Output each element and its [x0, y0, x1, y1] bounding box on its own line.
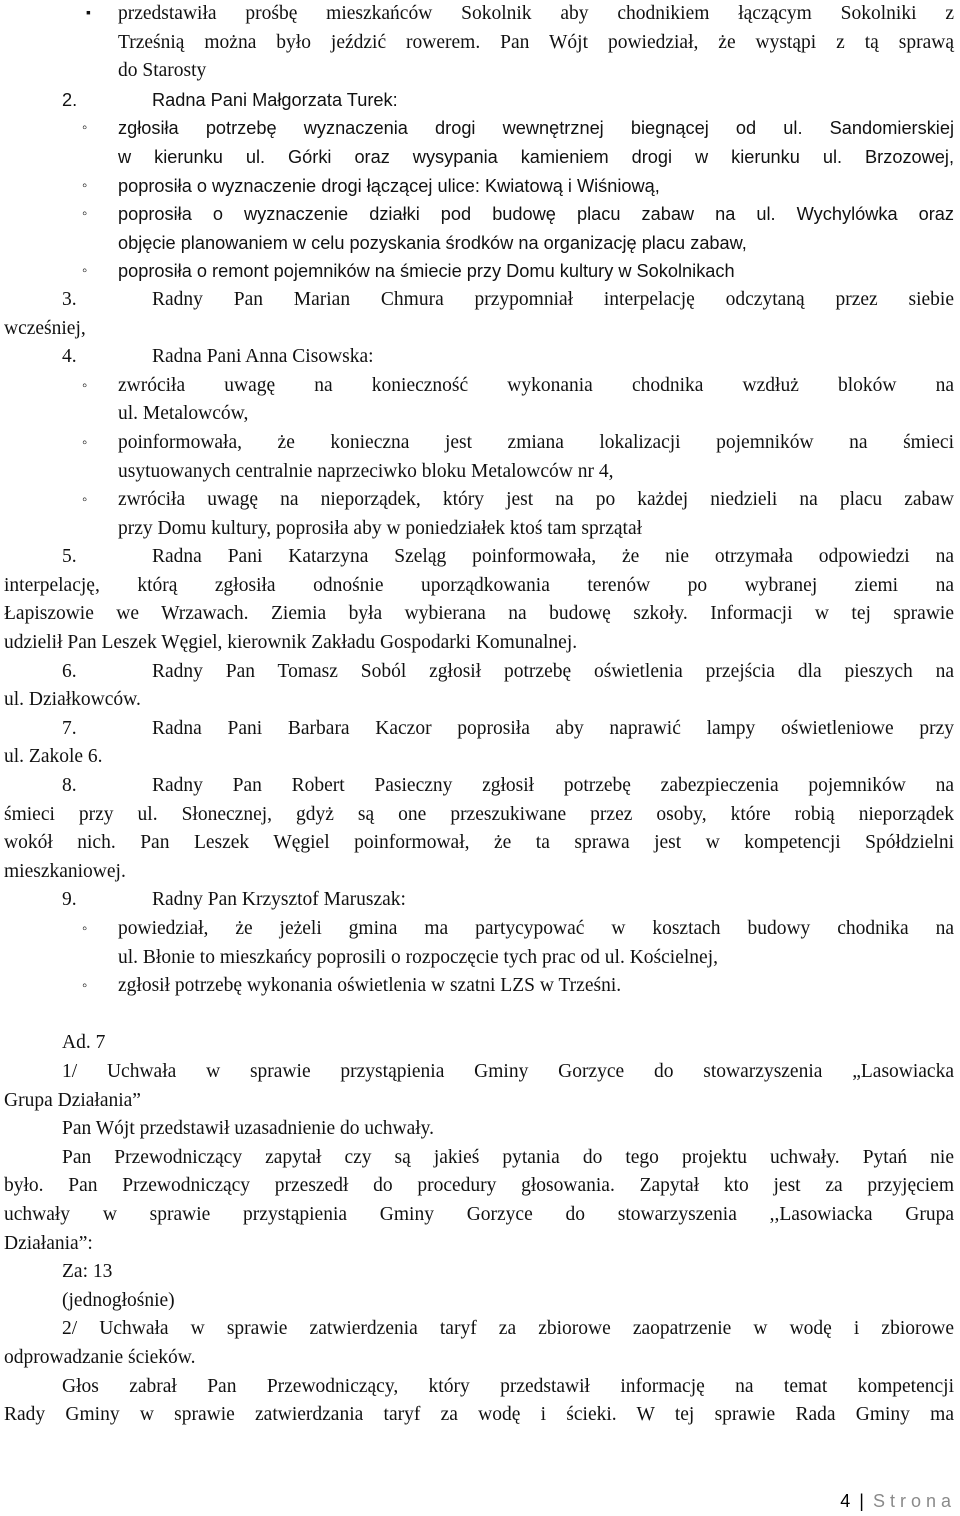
paragraph-line: Pan Wójt przedstawił uzasadnienie do uchwały.	[62, 1118, 435, 1140]
list-item: ▪ przedstawiła prośbę mieszkańców Sokolnik aby chodnikiem łączącym Sokolniki z	[4, 0, 954, 29]
circle-bullet-icon: ◦	[82, 176, 88, 194]
paragraph-line: Głos zabrał Pan Przewodniczący, który przedstawił informację na temat kompetencji	[62, 1375, 954, 1397]
vote-note: (jednogłośnie)	[62, 1289, 175, 1311]
list-item: ◦ poprosiła o wyznaczenie drogi łączącej ulice: Kwiatową i Wiśniową,	[4, 172, 954, 201]
circle-bullet-icon: ◦	[82, 492, 88, 509]
list-item-continuation: ul. Metalowców,	[118, 403, 249, 425]
paragraph-line: udzielił Pan Leszek Węgiel, kierownik Zakładu Gospodarki Komunalnej.	[4, 632, 578, 654]
paragraph-line: Działania”:	[4, 1232, 93, 1254]
circle-bullet-icon: ◦	[82, 262, 88, 280]
paragraph-line: wcześniej,	[4, 317, 86, 339]
list-item-continuation: przy Domu kultury, poprosiła aby w poniedziałek ktoś tam sprzątał	[118, 517, 643, 539]
circle-bullet-icon: ◦	[82, 205, 88, 223]
page-label: Strona	[872, 1491, 956, 1511]
paragraph-line: Grupa Działania”	[4, 1089, 141, 1111]
numbered-item-4: 4. Radna Pani Anna Cisowska:	[62, 346, 374, 368]
numbered-item-5: 5. Radna Pani Katarzyna Szeląg poinformowała, że nie otrzymała odpowiedzi na	[62, 546, 954, 568]
list-item-continuation: w kierunku ul. Górki oraz wysypania kamieniem drogi w kierunku ul. Brzozowej,	[118, 146, 954, 167]
square-bullet-icon: ▪	[86, 6, 91, 21]
circle-bullet-icon: ◦	[82, 119, 88, 137]
numbered-item-2: 2. Radna Pani Małgorzata Turek:	[62, 89, 398, 110]
paragraph-line: ul. Zakole 6.	[4, 746, 103, 768]
numbered-item-6: 6. Radny Pan Tomasz Soból zgłosił potrzebę oświetlenia przejścia dla pieszych na	[62, 660, 954, 682]
list-item-continuation: usytuowanych centralnie naprzeciwko bloku Metalowców nr 4,	[118, 460, 614, 482]
numbered-item-8: 8. Radny Pan Robert Pasieczny zgłosił potrzebę zabezpieczenia pojemników na	[62, 775, 954, 797]
footer-separator: |	[859, 1491, 864, 1511]
vote-result: Za: 13	[62, 1261, 113, 1283]
page-number: 4	[840, 1491, 851, 1511]
list-item: ◦ zwróciła uwagę na nieporządek, który jest na po każdej niedzieli na placu zabaw	[4, 486, 954, 515]
circle-bullet-icon: ◦	[82, 377, 88, 394]
list-item: ◦ zwróciła uwagę na konieczność wykonania chodnika wzdłuż bloków na	[4, 372, 954, 401]
list-item: ◦ poprosiła o remont pojemników na śmiecie przy Domu kultury w Sokolnikach	[4, 257, 954, 286]
circle-bullet-icon: ◦	[82, 921, 88, 937]
paragraph-line: było. Pan Przewodniczący przeszedł do procedury głosowania. Zapytał kto jest za przyjęciem	[4, 1175, 954, 1197]
section-heading: Ad. 7	[62, 1032, 106, 1054]
list-item: ◦ zgłosiła potrzebę wyznaczenia drogi wewnętrznej biegnącej od ul. Sandomierskiej	[4, 114, 954, 143]
paragraph-line: odprowadzanie ścieków.	[4, 1346, 196, 1368]
page-footer	[0, 1487, 956, 1516]
list-item: ◦ poprosiła o wyznaczenie działki pod budowę placu zabaw na ul. Wychylówka oraz	[4, 200, 954, 229]
paragraph-line: mieszkaniowej.	[4, 860, 126, 882]
list-item: ◦ powiedział, że jeżeli gmina ma partycypować w kosztach budowy chodnika na	[4, 915, 954, 944]
numbered-item-9: 9. Radny Pan Krzysztof Maruszak:	[62, 889, 406, 911]
resolution-title: 2/ Uchwała w sprawie zatwierdzenia taryf za zbiorowe zaopatrzenie w wodę i zbiorowe	[62, 1318, 954, 1340]
list-item-continuation: do Starosty	[118, 60, 207, 82]
circle-bullet-icon: ◦	[82, 978, 88, 995]
paragraph-line: Łapiszowie we Wrzawach. Ziemia była wybierana na budowę szkoły. Informacji w tej sprawie	[4, 603, 954, 625]
paragraph-line: uchwały w sprawie przystąpienia Gminy Gorzyce do stowarzyszenia ,,Lasowiacka Grupa	[4, 1203, 954, 1225]
list-item: ◦ poinformowała, że konieczna jest zmiana lokalizacji pojemników na śmieci	[4, 429, 954, 458]
list-item-continuation: ul. Błonie to mieszkańcy poprosili o rozpoczęcie tych prac od ul. Kościelnej,	[118, 946, 718, 968]
list-item-continuation: objęcie planowaniem w celu pozyskania środków na organizację placu zabaw,	[118, 232, 747, 253]
paragraph-line: wokół nich. Pan Leszek Węgiel poinformował, że ta sprawa jest w kompetencji Spółdzielni	[4, 832, 954, 854]
paragraph-line: Rady Gminy w sprawie zatwierdzania taryf za wodę i ścieki. W tej sprawie Rada Gminy ma	[4, 1404, 954, 1426]
numbered-item-7: 7. Radna Pani Barbara Kaczor poprosiła aby naprawić lampy oświetleniowe przy	[62, 717, 954, 739]
paragraph-line: Pan Przewodniczący zapytał czy są jakieś pytania do tego projektu uchwały. Pytań nie	[62, 1146, 954, 1168]
list-item-continuation: Trześnią można było jeździć rowerem. Pan Wójt powiedział, że wystąpi z tą sprawą	[118, 31, 954, 53]
circle-bullet-icon: ◦	[82, 434, 88, 451]
numbered-item-3: 3. Radny Pan Marian Chmura przypomniał interpelację odczytaną przez siebie	[62, 288, 954, 310]
list-item: ◦ zgłosił potrzebę wykonania oświetlenia w szatni LZS w Trześni.	[4, 972, 954, 1001]
paragraph-line: ul. Działkowców.	[4, 689, 141, 711]
paragraph-line: śmieci przy ul. Słonecznej, gdyż są one przeszukiwane przez osoby, które robią nieporządek	[4, 803, 954, 825]
resolution-title: 1/ Uchwała w sprawie przystąpienia Gminy Gorzyce do stowarzyszenia „Lasowiacka	[62, 1060, 954, 1082]
paragraph-line: interpelację, którą zgłosiła odnośnie uporządkowania terenów po wybranej ziemi na	[4, 574, 954, 596]
document-page	[4, 0, 954, 1430]
